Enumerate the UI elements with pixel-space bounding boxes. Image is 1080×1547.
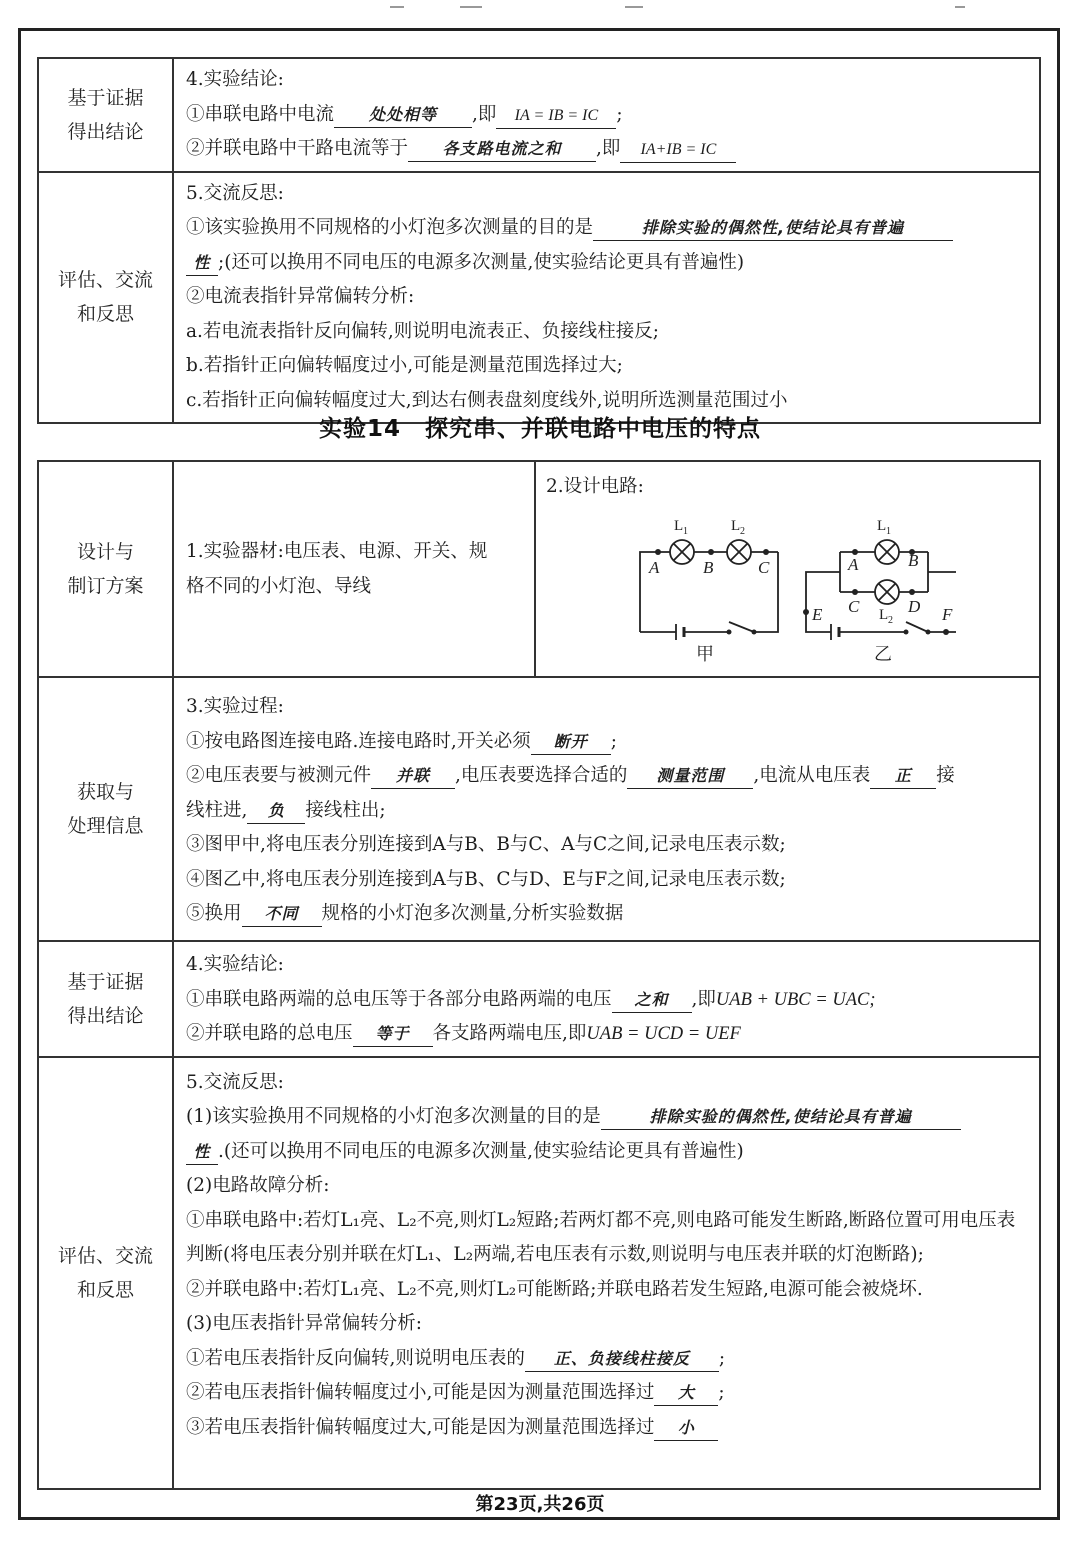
text: ①串联电路中电流: [186, 103, 335, 125]
reflection-heading: 5.交流反思:: [186, 182, 284, 204]
process-step-3: ③图甲中,将电压表分别连接到A与B、B与C、A与C之间,记录电压表示数;: [186, 834, 786, 855]
equipment-line: 1.实验器材:电压表、电源、开关、规: [186, 541, 488, 562]
table-row: [38, 677, 1040, 941]
node-b: [708, 549, 714, 555]
answer-blank: 测量范围: [627, 764, 753, 789]
reflection-p3-3: [186, 1411, 1027, 1446]
reflection-p2-1: ①串联电路中:若灯L₁亮、L₂不亮,则灯L₂短路;若两灯都不亮,则电路可能发生断路,断路位置可用电压表判断(将电压表分别并联在灯L₁、L₂两端,若电压表有示数,则说明与电压表并联的灯泡断路);: [186, 1209, 1016, 1265]
scan-edge-marks: [0, 0, 1080, 14]
conclusion-line-1: [186, 983, 1027, 1018]
reflection-p2-2: ②并联电路中:若灯L₁亮、L₂不亮,则灯L₂可能断路;并联电路若发生短路,电源可能会被烧坏.: [186, 1278, 923, 1300]
reflection-p3: (3)电压表指针异常偏转分析:: [186, 1313, 422, 1334]
answer-blank: 负: [247, 799, 305, 824]
top-table: [37, 57, 1041, 424]
reflection-p3-2: [186, 1376, 1027, 1411]
text: ①串联电路两端的总电压等于各部分电路两端的电压: [186, 988, 612, 1010]
svg-text:1: 1: [886, 526, 891, 537]
answer-blank: 不同: [242, 902, 322, 927]
answer-blank: 正: [870, 764, 936, 789]
svg-text:2: 2: [740, 526, 745, 537]
label-line: 得出结论: [67, 120, 144, 143]
page-number: 第23页,共26页: [475, 1494, 605, 1515]
label-a: A: [848, 555, 859, 574]
text: (1)该实验换用不同规格的小灯泡多次测量的目的是: [186, 1106, 601, 1127]
answer-blank: 排除实验的偶然性,使结论具有普遍: [593, 216, 953, 241]
text: ;: [718, 1382, 725, 1403]
label-line: 基于证据: [67, 970, 144, 993]
conclusion-heading: 4.实验结论:: [186, 954, 284, 975]
equation: IA = IB = IC: [496, 104, 616, 129]
table-row: [38, 941, 1040, 1057]
process-step-2: [186, 759, 1027, 794]
section-title: 实验14 探究串、并联电路中电压的特点: [318, 416, 761, 442]
answer-blank: 断开: [531, 730, 611, 755]
row-label: [38, 58, 173, 172]
text: 规格的小灯泡多次测量,分析实验数据: [321, 903, 624, 924]
row-label: [38, 677, 173, 941]
answer-blank: 小: [654, 1416, 718, 1441]
text: ;: [610, 730, 617, 752]
reflection-p1-cont: [186, 1135, 1027, 1170]
answer-blank: 排除实验的偶然性,使结论具有普遍: [601, 1105, 961, 1130]
text: ;: [616, 103, 623, 125]
answer-blank: 性: [186, 251, 218, 276]
label-line: 得出结论: [67, 1004, 144, 1027]
circuit-b-caption: 乙: [874, 644, 892, 665]
circuit-a-caption: 甲: [696, 644, 714, 665]
label-line: 设计与: [76, 541, 134, 563]
experiment-table: [37, 460, 1041, 1490]
answer-blank: 处处相等: [334, 103, 472, 128]
text: ①按电路图连接电路.连接电路时,开关必须: [186, 730, 531, 752]
series-circuit: [640, 540, 778, 640]
label-l2: L: [879, 607, 889, 623]
reflection-q2: ②电流表指针异常偏转分析:: [186, 286, 415, 307]
design-inner: [174, 462, 1039, 676]
process-step-2-cont: [186, 794, 1027, 829]
text: ,电压表要选择合适的: [455, 765, 628, 786]
text: ②并联电路的总电压: [186, 1023, 353, 1044]
equation: IA+IB = IC: [620, 138, 736, 163]
row-content: [173, 1057, 1040, 1489]
equipment-cell: [174, 462, 535, 676]
text: ,即: [472, 103, 497, 125]
process-step-1: [186, 725, 1027, 760]
circuit-cell: [535, 462, 1039, 676]
row-label: [38, 172, 173, 424]
reflection-heading: 5.交流反思:: [186, 1071, 284, 1093]
text: .(还可以换用不同电压的电源多次测量,使实验结论更具有普遍性): [218, 1140, 744, 1162]
process-step-4: ④图乙中,将电压表分别连接到A与B、C与D、E与F之间,记录电压表示数;: [186, 868, 786, 890]
text: ;(还可以换用不同电压的电源多次测量,使实验结论更具有普遍性): [218, 251, 745, 273]
row-label: [38, 1057, 173, 1489]
label-l1: L: [877, 518, 887, 534]
node-c: [763, 549, 769, 555]
text: ,即: [596, 138, 621, 159]
reflection-qa: a.若电流表指针反向偏转,则说明电流表正、负接线柱接反;: [186, 320, 660, 342]
equipment-line: 格不同的小灯泡、导线: [186, 576, 372, 597]
row-content: [173, 172, 1040, 424]
label-line: 评估、交流: [57, 269, 153, 292]
label-l1: L: [674, 518, 684, 534]
text: ②电压表要与被测元件: [186, 765, 372, 786]
svg-text:1: 1: [683, 526, 688, 537]
process-step-5: [186, 897, 1027, 932]
conclusion-line-2: [186, 132, 1027, 167]
label-line: 制订方案: [67, 575, 144, 597]
text: ;: [718, 1347, 726, 1369]
label-c: C: [758, 558, 770, 577]
row-content: [173, 677, 1040, 941]
reflection-qb: b.若指针正向偏转幅度过小,可能是测量范围选择过大;: [186, 355, 623, 376]
answer-blank: 之和: [612, 988, 692, 1013]
label-line: 基于证据: [67, 86, 144, 109]
row-content: [173, 58, 1040, 172]
circuit-diagrams: [536, 462, 1064, 672]
text: ①若电压表指针反向偏转,则说明电压表的: [186, 1347, 525, 1369]
label-line: 获取与: [76, 781, 134, 803]
label-b: B: [908, 551, 919, 570]
node-a: [655, 549, 661, 555]
text: ①该实验换用不同规格的小灯泡多次测量的目的是: [186, 217, 594, 238]
label-c: C: [848, 597, 860, 616]
label-a: A: [649, 558, 660, 577]
reflection-q1-cont: [186, 246, 1027, 281]
conclusion-line-2: [186, 1017, 1027, 1052]
text: ③若电压表指针偏转幅度过大,可能是因为测量范围选择过: [186, 1416, 655, 1438]
reflection-p1: [186, 1100, 1027, 1135]
answer-blank: 各支路电流之和: [408, 137, 596, 162]
table-row: [38, 1057, 1040, 1489]
reflection-qc: c.若指针正向偏转幅度过大,到达右侧表盘刻度线外,说明所选测量范围过小: [186, 389, 788, 411]
text: ②若电压表指针偏转幅度过小,可能是因为测量范围选择过: [186, 1382, 655, 1403]
reflection-q1: [186, 211, 1027, 246]
svg-text:2: 2: [888, 615, 893, 626]
text: ⑤换用: [186, 903, 242, 924]
process-heading: 3.实验过程:: [186, 696, 284, 717]
label-line: 和反思: [76, 1278, 134, 1301]
text: 接: [936, 765, 955, 786]
answer-blank: 正、负接线柱接反: [525, 1347, 719, 1372]
conclusion-line-1: [186, 98, 1027, 133]
row-label: [38, 461, 173, 677]
label-line: 评估、交流: [57, 1244, 153, 1267]
circuit-title: 2.设计电路:: [546, 476, 644, 497]
text: ②并联电路中干路电流等于: [186, 138, 409, 159]
table-row: [38, 172, 1040, 424]
table-row: [38, 461, 1040, 677]
label-e: E: [812, 605, 823, 624]
row-content: [173, 941, 1040, 1057]
answer-blank: 等于: [353, 1022, 433, 1047]
label-line: 和反思: [76, 303, 134, 326]
switch-arm: [729, 622, 754, 632]
label-line: 处理信息: [67, 815, 144, 837]
conclusion-heading: 4.实验结论:: [186, 69, 284, 90]
answer-blank: 性: [186, 1140, 218, 1165]
row-label: [38, 941, 173, 1057]
equation: UAB = UCD = UEF: [586, 1024, 741, 1044]
label-l2: L: [731, 518, 741, 534]
row-content: [173, 461, 1040, 677]
label-d: D: [908, 597, 921, 616]
text: 接线柱出;: [305, 799, 386, 821]
text: ,即: [691, 988, 716, 1010]
answer-blank: 并联: [371, 764, 455, 789]
label-f: F: [942, 605, 953, 624]
text: 线柱进,: [186, 799, 248, 821]
answer-blank: 大: [654, 1381, 718, 1406]
label-b: B: [703, 558, 714, 577]
reflection-p3-1: [186, 1342, 1027, 1377]
text: ,电流从电压表: [753, 765, 871, 786]
table-row: [38, 58, 1040, 172]
text: 各支路两端电压,即: [432, 1023, 587, 1044]
parallel-circuit: [806, 540, 956, 640]
reflection-p2: (2)电路故障分析:: [186, 1175, 330, 1196]
equation: UAB + UBC = UAC;: [715, 989, 876, 1010]
